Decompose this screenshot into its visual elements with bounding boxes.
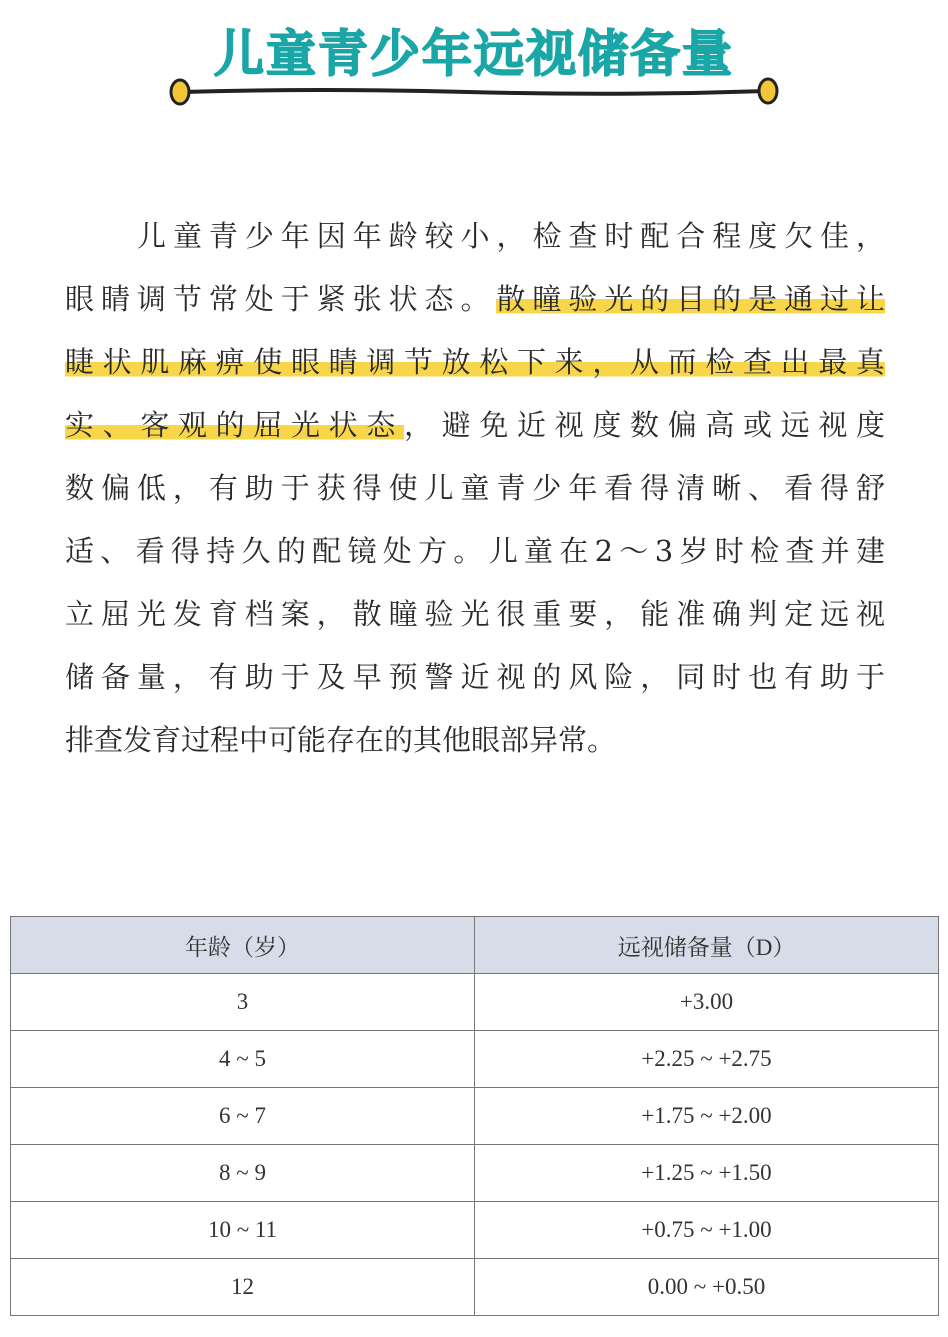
text-segment: 排查发育过程中可能存在的其他眼部异常。: [65, 723, 617, 757]
age-cell: 10 ~ 11: [11, 1202, 475, 1259]
paragraph-line: [65, 718, 885, 781]
reserve-cell: +1.75 ~ +2.00: [475, 1088, 939, 1145]
paragraph-line: [65, 340, 885, 403]
table-row: [11, 1145, 939, 1202]
paragraph-line: [65, 403, 885, 466]
table-header-row: [11, 917, 939, 974]
highlighted-text: 散瞳验光的目的是通过让: [496, 282, 885, 316]
table-row: [11, 1259, 939, 1316]
header-age: 年龄（岁）: [11, 917, 475, 974]
age-cell: 6 ~ 7: [11, 1088, 475, 1145]
text-segment: 立屈光发育档案，散瞳验光很重要，能准确判定远视: [65, 597, 885, 631]
hyperopia-reserve-table: [10, 916, 939, 1316]
paragraph-line: [65, 529, 885, 592]
text-segment: 眼睛调节常处于紧张状态。: [65, 282, 497, 316]
header-reserve: 远视储备量（D）: [475, 917, 939, 974]
age-cell: 4 ~ 5: [11, 1031, 475, 1088]
table-row: [11, 974, 939, 1031]
reserve-cell: +2.25 ~ +2.75: [475, 1031, 939, 1088]
text-segment: 儿童青少年因年龄较小，检查时配合程度欠佳，: [137, 219, 885, 253]
title-underline-decoration: [168, 72, 780, 112]
text-segment: ，避免近视度数偏高或远视度: [404, 408, 885, 442]
highlighted-text: 实、客观的屈光状态: [65, 408, 404, 442]
table-row: [11, 1031, 939, 1088]
reserve-cell: +1.25 ~ +1.50: [475, 1145, 939, 1202]
highlighted-text: 睫状肌麻痹使眼睛调节放松下来，从而检查出最真: [65, 345, 885, 379]
paragraph-line: [65, 214, 885, 277]
paragraph-line: [65, 466, 885, 529]
reserve-cell: +3.00: [475, 974, 939, 1031]
text-segment: 适、看得持久的配镜处方。儿童在2～3岁时检查并建: [65, 534, 885, 568]
reserve-cell: 0.00 ~ +0.50: [475, 1259, 939, 1316]
paragraph-line: [65, 277, 885, 340]
age-cell: 3: [11, 974, 475, 1031]
paragraph-line: [65, 655, 885, 718]
table-row: [11, 1088, 939, 1145]
table-row: [11, 1202, 939, 1259]
age-cell: 8 ~ 9: [11, 1145, 475, 1202]
text-segment: 数偏低，有助于获得使儿童青少年看得清晰、看得舒: [65, 471, 885, 505]
reserve-cell: +0.75 ~ +1.00: [475, 1202, 939, 1259]
body-paragraph: [65, 214, 885, 781]
age-cell: 12: [11, 1259, 475, 1316]
page-title: 儿童青少年远视储备量: [214, 25, 734, 83]
paragraph-line: [65, 592, 885, 655]
text-segment: 储备量，有助于及早预警近视的风险，同时也有助于: [65, 660, 885, 694]
